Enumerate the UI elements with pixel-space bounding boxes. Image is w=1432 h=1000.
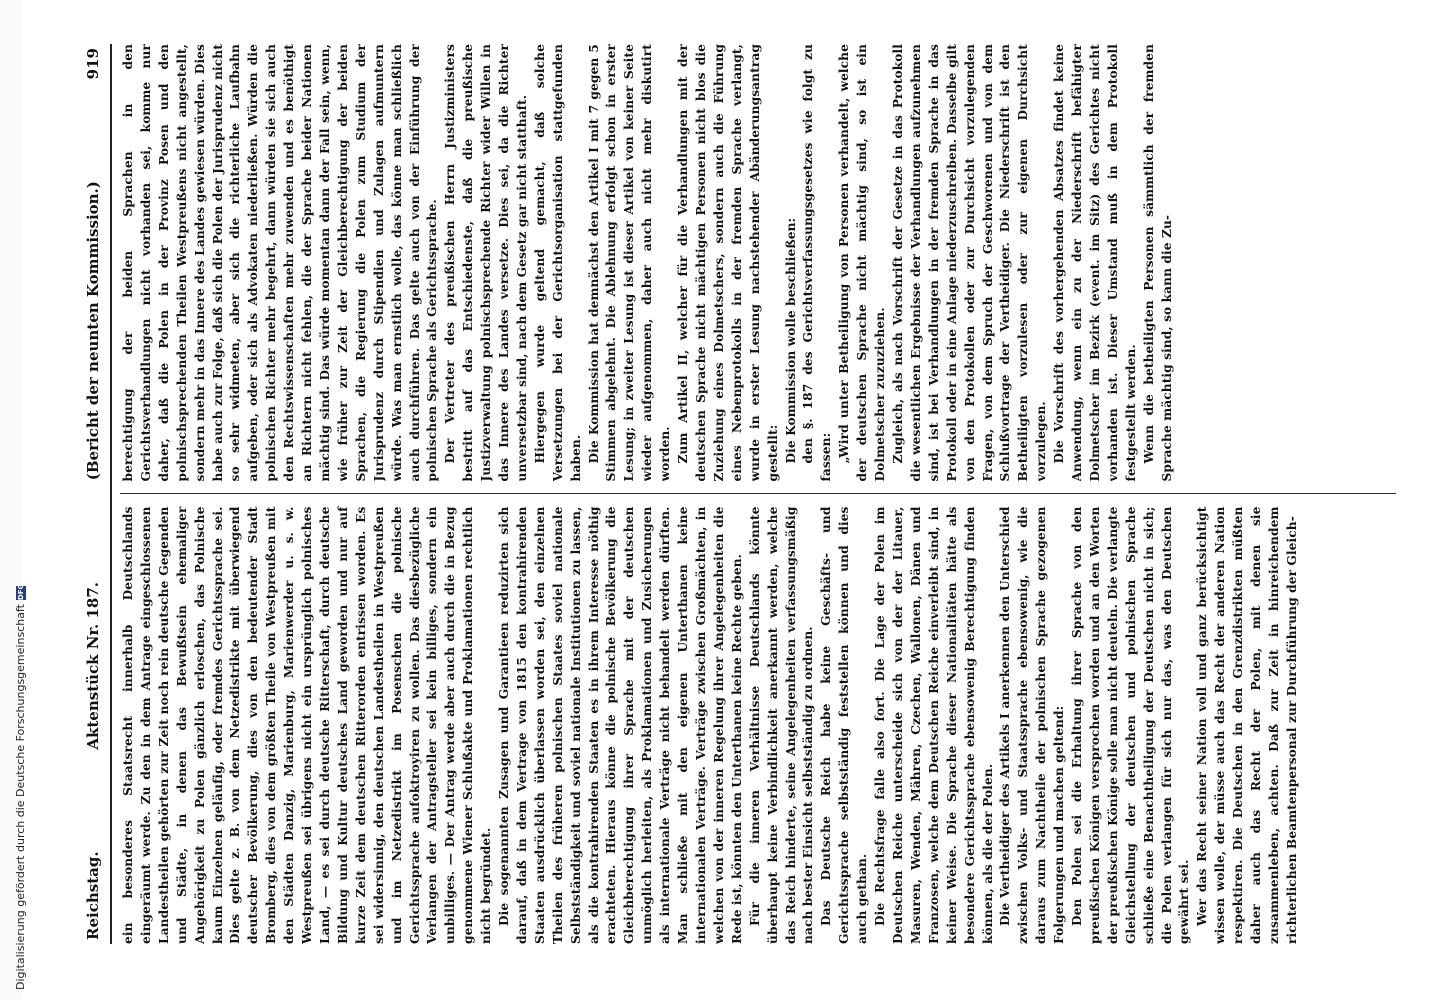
paragraph: Zum Artikel II, welcher für die Verhandlungen mit der deutschen Sprache nicht mächtigen Personen nicht blos die Zuziehung eines Dolmetschers, sondern auch die Führung eines Nebenprotokolls in der fremden Sprache verlangt, wurde in erster Lesung nachstehender Abänderungsantrag gestellt:: [676, 44, 780, 482]
paragraph: Die Vorschrift des vorhergehenden Absatzes findet keine Anwendung, wenn ein zu der Niederschrift befähigter Dolmetscher im Bezirk (event. im Sitz) des Gerichtes nicht vorhanden ist. Dieser Umstand muß in dem Protokoll festgestellt werden.: [1052, 44, 1138, 482]
paragraph: Die Kommission hat demnächst den Artikel I mit 7 gegen 5 Stimmen abgelehnt. Die Ablehnung erfolgt schon in erster Lesung; in zweiter Lesung ist dieser Artikel von keiner Seite wieder aufgenommen, daher auch nicht mehr diskutirt worden.: [586, 44, 673, 482]
paragraph: Zugleich, als nach Vorschrift der Gesetze in das Protokoll die wesentlichen Ergebnisse der Verhandlungen aufzunehmen sind, ist bei Verhandlungen in der fremden Sprache in das Protokoll oder in eine Anlage niederzuschreiben. Dasselbe gilt von den Protokollen oder zur Durchsicht vorzulegenden Fragen, von dem Spruch der Geschworenen und von dem Schlußvortrage der Vertheidiger. Die Niederschrift ist den Betheiligten vorzulesen oder zur eigenen Durchsicht vorzulegen.: [890, 44, 1049, 482]
paragraph: „Wird unter Betheiligung von Personen verhandelt, welche der deutschen Sprache nicht mächtig sind, so ist ein Dolmetscher zuzuziehen.: [837, 44, 888, 482]
paragraph: Für die inneren Verhältnisse Deutschlands könnte überhaupt keine Verbindlichkeit anerkannt werden, welche das Reich hinderte, seine Angelegenheiten verfassungsmäßig nach bester Einsicht selbstständig zu ordnen.: [747, 506, 816, 944]
paragraph: Das Deutsche Reich habe keine Geschäfts- und Gerichtssprache selbstständig feststellen können und dies auch gethan.: [819, 506, 870, 944]
credit-text: Digitalisierung gefördert durch die Deutsche Forschungsgemeinschaft: [14, 604, 27, 990]
header-center: Aktenstück Nr. 187.: [84, 582, 102, 750]
paragraph: Die Rechtsfrage falle also fort. Die Lage der Polen im Deutschen Reiche unterscheide sich von der der Litauer, Masuren, Wenden, Mähren, Czechen, Wallonen, Dänen und Franzosen, welche dem Deutschen Reiche einverleibt sind, in keiner Weise. Die Sprache dieser Nationalitäten hätte als besondere Gerichtssprache ebensowenig Berechtigung finden können, als die der Polen.: [873, 506, 995, 944]
column-left: [120, 507, 1396, 945]
text-columns: [120, 44, 1396, 944]
page-number: 919: [84, 48, 102, 80]
digitization-sidebar: [0, 0, 27, 1000]
paragraph: Der Vertreter des preußischen Herrn Justizministers bestritt auf das Entschiedenste, daß die preußische Justizverwaltung polnischsprechende Richter wider Willen in das Innere des Landes versetze. Dies sei, da die Richter unversetzbar sind, nach dem Gesetz gar nicht statthaft.: [443, 44, 529, 482]
header-left: Reichstag.: [84, 851, 102, 940]
paragraph: Den Polen sei die Erhaltung ihrer Sprache von den preußischen Königen versprochen worden und an den Worten der preußischen Könige solle man nicht deuteln. Die verlangte Gleichstellung der deutschen und polnischen Sprache schließe eine Benachtheiligung der Deutschen nicht in sich; die Polen verlangen für sich nur das, was den Deutschen gewährt sei.: [1070, 506, 1192, 944]
running-header: [84, 44, 112, 944]
paragraph: den §. 187 des Gerichtsverfassungsgesetzes wie folgt zu fassen:: [801, 44, 834, 482]
paragraph: Hiergegen wurde geltend gemacht, daß solche Versetzungen bei der Gerichtsorganisation stattgefunden haben.: [532, 44, 583, 482]
paragraph: Wenn die betheiligten Personen sämmtlich der fremden Sprache mächtig sind, so kann die Zu-: [1141, 44, 1174, 482]
paragraph: ein besonderes Staatsrecht innerhalb Deutschlands eingeräumt werde. Zu den in dem Antrage eingeschlossenen Landestheilen gehörten zur Zeit noch rein deutsche Gegenden und Städte, in denen das Bewußtsein ehemaliger Angehörigkeit zu Polen gänzlich erloschen, das Polnische kaum Einzelnen geläufig, oder fremdes Gerichtssprache sei. Dies gelte z. B. von dem Netzedistrikte mit überwiegend deutscher Bevölkerung, dies von den bedeutender Stadt Bromberg, dies von dem größten Theile von Westpreußen mit den Städten Danzig, Marienburg, Marienwerder u. s. w. Westpreußen sei übrigens nicht ein ursprünglich polnisches Land, — es sei durch deutsche Ritterschaft, durch deutsche Bildung und Kultur deutsches Land geworden und nur auf kurze Zeit dem deutschen Ritterorden entrissen worden. Es sei widersinnig, den deutschen Landestheilen in Westpreußen und im Netzedistrikt im Posenschen die polnische Gerichtssprache aufoktroyiren zu wollen. Das diesbezügliche Verlangen der Antragsteller sei kein billiges, sondern ein unbilliges. — Der Antrag werde aber auch durch die in Bezug genommene Wiener Schlußakte und Proklamationen rechtlich nicht begründet.: [121, 506, 494, 944]
paragraph: Die sogenannten Zusagen und Garantieen reduzirten sich darauf, daß in dem Vertrage von 1815 den kontrahirenden Staaten ausdrücklich überlassen worden sei, den einzelnen Theilen des früheren polnischen Staates soviel nationale Selbstständigkeit und soviel nationale Institutionen zu lassen, als die kontrahirenden Staaten es in ihrem Interesse nöthig erachteten. Hieraus könne die polnische Bevölkerung die Gleichberechtigung ihrer Sprache mit der deutschen unmöglich herleiten, als Proklamationen und Zusicherungen als internationale Verträge nicht behandelt werden dürften. Man schließe mit den eigenen Unterthanen keine internationalen Verträge. Verträge zwischen Großmächten, in welchen von der inneren Regelung ihrer Angelegenheiten die Rede ist, könnten den Unterthanen keine Rechte geben.: [497, 506, 744, 944]
paragraph: berechtigung der beiden Sprachen in den Gerichtsverhandlungen nicht vorhanden sei, komme nur daher, daß die Polen in der Provinz Posen und den polnischsprechenden Theilen Westpreußens nicht angestellt, sondern mehr in das Innere des Landes gewiesen würden. Dies habe auch zur Folge, daß sich die Polen der Jurisprudenz nicht so sehr widmeten, aber sich die richterliche Laufbahn aufgeben, oder sich als Advokaten niederließen. Würden die polnischen Richter mehr begehrt, dann würden sie sich auch den Rechtswissenschaften mehr zuwenden und es benöthigt an Richtern nicht fehlen, die der Sprache beider Nationen mächtig sind. Das würde momentan dann der Fall sein, wenn, wie früher zur Zeit der Gleichberechtigung der beiden Sprachen, die Regierung die Polen zum Studium der Jurisprudenz durch Stipendien und Zulagen aufmuntern würde. Was man ernstlich wolle, das könne man schließlich auch durchführen. Das gelte auch von der Einführung der polnischen Sprache als Gerichtssprache.: [121, 44, 440, 482]
scanned-page: [84, 44, 1396, 944]
header-right: (Bericht der neunten Kommission.): [84, 181, 102, 481]
digitization-credit: [14, 583, 27, 990]
column-right: [120, 44, 1396, 482]
paragraph: Die Vertheidiger des Artikels I anerkennen den Unterschied zwischen Volks- und Staatssprache ebensowenig, wie die daraus zum Nachtheile der polnischen Sprache gezogenen Folgerungen und machen geltend:: [998, 506, 1067, 944]
paragraph: Wer das Recht seiner Nation voll und ganz berücksichtigt wissen wolle, der müsse auch das Recht der anderen Nation respektiren. Die Deutschen in den Grenzdistrikten müßten daher auch das Recht der Polen, mit denen sie zusammenleben, achten. Daß zur Zeit in hinreichendem richterlichen Beamtenpersonal zur Durchführung der Gleich-: [1195, 506, 1299, 944]
column-divider: [120, 494, 1396, 495]
dfg-logo-icon: DFG: [16, 583, 25, 601]
paragraph: Die Kommission wolle beschließen:: [783, 217, 798, 464]
